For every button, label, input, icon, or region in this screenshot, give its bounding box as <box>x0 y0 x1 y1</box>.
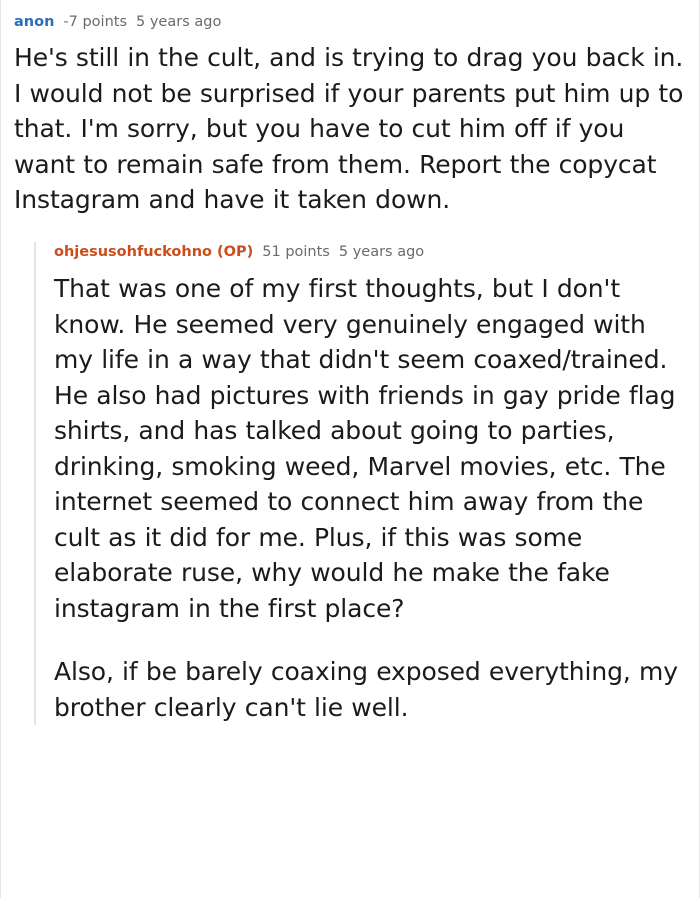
parent-comment-paragraph: He's still in the cult, and is trying to drag you back in. I would not be surprised if your parents put him up to that. I'm sorry, but you have to cut him off if you want to remain safe from them. Report the copycat Instagram and have it taken down. <box>14 43 684 215</box>
reply-comment <box>34 242 686 725</box>
parent-comment-author[interactable]: anon <box>14 14 55 30</box>
reply-comment-author[interactable]: ohjesusohfuckohno (OP) <box>54 243 254 260</box>
reply-comment-paragraph-1: That was one of my first thoughts, but I don't know. He seemed very genuinely engaged with my life in a way that didn't seem coaxed/trained. He also had pictures with friends in gay pride flag shirts, and has talked about going to parties, drinking, smoking weed, Marvel movies, etc. The internet seemed to connect him away from the cult as it did for me. Plus, if this was some elaborate ruse, why would he make the fake instagram in the first place? <box>54 274 676 623</box>
reply-comment-paragraph-2: Also, if be barely coaxing exposed everything, my brother clearly can't lie well. <box>54 657 678 722</box>
reply-comment-points: 51 points <box>262 243 330 260</box>
parent-comment-body <box>14 40 686 218</box>
reply-comment-age: 5 years ago <box>338 243 425 260</box>
reply-comment-body <box>54 271 686 725</box>
parent-comment-age: 5 years ago <box>136 14 222 30</box>
parent-comment-points: -7 points <box>63 14 128 30</box>
parent-comment-meta <box>14 14 686 31</box>
reply-comment-meta <box>54 242 686 261</box>
